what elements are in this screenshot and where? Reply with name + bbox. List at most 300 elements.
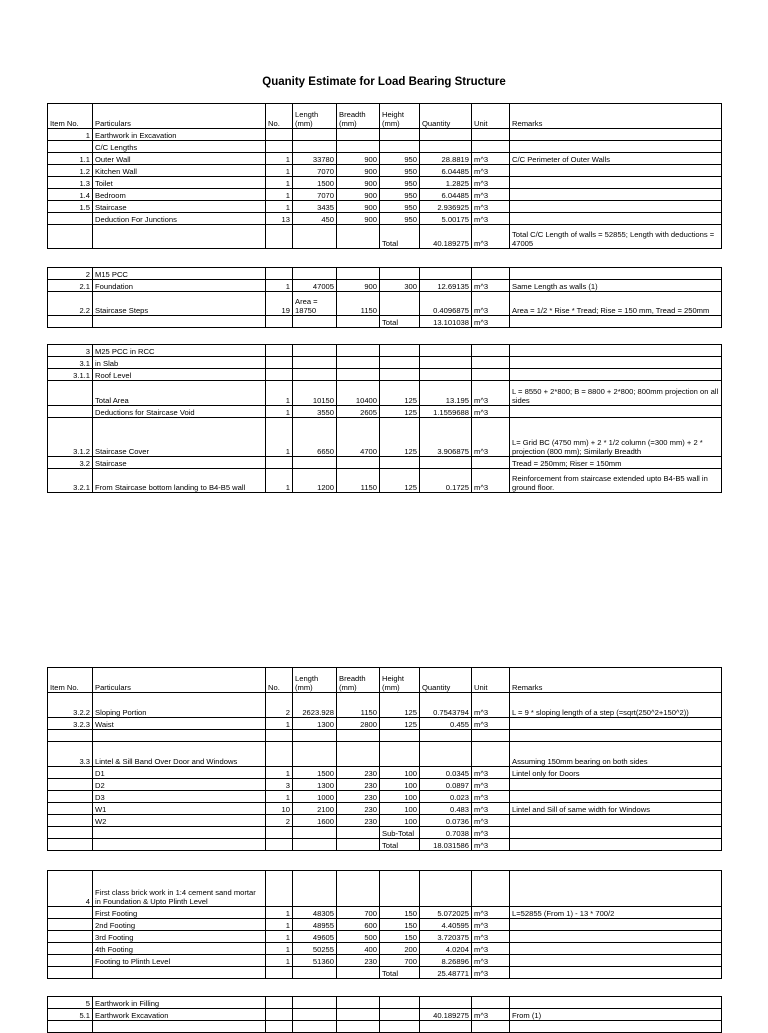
- item-no-cell: 3: [48, 345, 93, 357]
- remarks-cell: [510, 779, 722, 791]
- quantity-cell: 0.4096875: [420, 292, 472, 316]
- estimate-table: [47, 667, 722, 851]
- item-no-cell: [48, 967, 93, 979]
- quantity-cell: 0.0897: [420, 779, 472, 791]
- particulars-cell: Footing to Plinth Level: [93, 955, 266, 967]
- quantity-cell: [420, 997, 472, 1009]
- count-cell: [266, 268, 293, 280]
- breadth-cell: 2605: [337, 406, 380, 418]
- quantity-cell: 0.7543794: [420, 693, 472, 718]
- height-cell: 100: [380, 803, 420, 815]
- quantity-cell: [420, 730, 472, 742]
- quantity-cell: [420, 129, 472, 141]
- item-no-cell: 3.2.1: [48, 469, 93, 493]
- count-cell: 13: [266, 213, 293, 225]
- item-no-cell: 3.1: [48, 357, 93, 369]
- unit-cell: m^3: [472, 955, 510, 967]
- length-cell: 48305: [293, 907, 337, 919]
- estimate-table: [47, 103, 722, 249]
- table-row: [48, 189, 722, 201]
- particulars-cell: [93, 316, 266, 328]
- length-cell: 6650: [293, 418, 337, 457]
- header-breadth-cell: Breadth (mm): [337, 668, 380, 693]
- breadth-cell: [337, 827, 380, 839]
- count-cell: [266, 357, 293, 369]
- remarks-cell: [510, 839, 722, 851]
- count-cell: [266, 967, 293, 979]
- remarks-cell: [510, 955, 722, 967]
- count-cell: 1: [266, 177, 293, 189]
- remarks-cell: Assuming 150mm bearing on both sides: [510, 742, 722, 767]
- breadth-cell: [337, 268, 380, 280]
- length-cell: [293, 345, 337, 357]
- table-row: [48, 955, 722, 967]
- quantity-cell: [420, 369, 472, 381]
- height-cell: [380, 742, 420, 767]
- item-no-cell: [48, 827, 93, 839]
- table-row: [48, 280, 722, 292]
- length-cell: 47005: [293, 280, 337, 292]
- particulars-cell: Bedroom: [93, 189, 266, 201]
- particulars-cell: W2: [93, 815, 266, 827]
- count-cell: 1: [266, 201, 293, 213]
- quantity-cell: 0.0736: [420, 815, 472, 827]
- count-cell: [266, 730, 293, 742]
- breadth-cell: 230: [337, 767, 380, 779]
- height-cell: 950: [380, 213, 420, 225]
- breadth-cell: [337, 129, 380, 141]
- table-row: [48, 469, 722, 493]
- height-cell: 100: [380, 767, 420, 779]
- breadth-cell: 10400: [337, 381, 380, 406]
- header-particulars-cell: Particulars: [93, 668, 266, 693]
- length-cell: 1500: [293, 177, 337, 189]
- remarks-cell: From (1): [510, 1009, 722, 1021]
- height-cell: 125: [380, 381, 420, 406]
- unit-cell: m^3: [472, 693, 510, 718]
- breadth-cell: [337, 967, 380, 979]
- remarks-cell: L = 8550 + 2*800; B = 8800 + 2*800; 800mm projection on all sides: [510, 381, 722, 406]
- unit-cell: m^3: [472, 931, 510, 943]
- remarks-cell: [510, 369, 722, 381]
- table-row: [48, 827, 722, 839]
- unit-cell: m^3: [472, 718, 510, 730]
- unit-cell: m^3: [472, 201, 510, 213]
- length-cell: 2623.928: [293, 693, 337, 718]
- quantity-cell: 12.69135: [420, 280, 472, 292]
- count-cell: 1: [266, 931, 293, 943]
- count-cell: 1: [266, 718, 293, 730]
- quantity-cell: 40.189275: [420, 1009, 472, 1021]
- count-cell: [266, 742, 293, 767]
- header-unit-cell: Unit: [472, 668, 510, 693]
- particulars-cell: [93, 827, 266, 839]
- quantity-cell: 5.00175: [420, 213, 472, 225]
- particulars-cell: Foundation: [93, 280, 266, 292]
- particulars-cell: M25 PCC in RCC: [93, 345, 266, 357]
- table-row: [48, 457, 722, 469]
- breadth-cell: 230: [337, 815, 380, 827]
- table-row: [48, 268, 722, 280]
- length-cell: [293, 1021, 337, 1033]
- item-no-cell: 5: [48, 997, 93, 1009]
- remarks-cell: [510, 129, 722, 141]
- count-cell: [266, 1009, 293, 1021]
- item-no-cell: [48, 381, 93, 406]
- height-cell: 125: [380, 406, 420, 418]
- estimate-table: [47, 870, 722, 979]
- remarks-cell: [510, 201, 722, 213]
- table-row: [48, 967, 722, 979]
- quantity-cell: [420, 871, 472, 907]
- table-row: [48, 779, 722, 791]
- unit-cell: [472, 268, 510, 280]
- item-no-cell: [48, 803, 93, 815]
- breadth-cell: [337, 1009, 380, 1021]
- item-no-cell: 2.1: [48, 280, 93, 292]
- remarks-cell: L=52855 (From 1) - 13 * 700/2: [510, 907, 722, 919]
- unit-cell: m^3: [472, 469, 510, 493]
- breadth-cell: 230: [337, 779, 380, 791]
- particulars-cell: D2: [93, 779, 266, 791]
- remarks-cell: [510, 815, 722, 827]
- unit-cell: m^3: [472, 292, 510, 316]
- breadth-cell: 230: [337, 803, 380, 815]
- quantity-cell: 4.0204: [420, 943, 472, 955]
- table-row: [48, 369, 722, 381]
- item-no-cell: [48, 919, 93, 931]
- breadth-cell: 230: [337, 955, 380, 967]
- breadth-cell: 900: [337, 165, 380, 177]
- item-no-cell: [48, 907, 93, 919]
- height-cell: 125: [380, 469, 420, 493]
- count-cell: 19: [266, 292, 293, 316]
- length-cell: 450: [293, 213, 337, 225]
- count-cell: 1: [266, 767, 293, 779]
- height-cell: Total: [380, 967, 420, 979]
- item-no-cell: 2.2: [48, 292, 93, 316]
- particulars-cell: Toilet: [93, 177, 266, 189]
- particulars-cell: 2nd Footing: [93, 919, 266, 931]
- item-no-cell: [48, 316, 93, 328]
- table-row: [48, 357, 722, 369]
- table-row: [48, 292, 722, 316]
- table-row: [48, 871, 722, 907]
- particulars-cell: Earthwork in Excavation: [93, 129, 266, 141]
- breadth-cell: [337, 742, 380, 767]
- quantity-cell: [420, 141, 472, 153]
- table-row: [48, 718, 722, 730]
- breadth-cell: 600: [337, 919, 380, 931]
- particulars-cell: First class brick work in 1:4 cement sand mortar in Foundation & Upto Plinth Level: [93, 871, 266, 907]
- remarks-cell: Lintel and Sill of same width for Windows: [510, 803, 722, 815]
- breadth-cell: [337, 1021, 380, 1033]
- header-breadth-cell: Breadth (mm): [337, 104, 380, 129]
- count-cell: [266, 827, 293, 839]
- height-cell: 125: [380, 418, 420, 457]
- unit-cell: [472, 141, 510, 153]
- particulars-cell: Kitchen Wall: [93, 165, 266, 177]
- length-cell: 33780: [293, 153, 337, 165]
- quantity-cell: 6.04485: [420, 189, 472, 201]
- height-cell: [380, 292, 420, 316]
- quantity-cell: 25.48771: [420, 967, 472, 979]
- sheet-title: Quanity Estimate for Load Bearing Structure: [262, 76, 506, 88]
- item-no-cell: [48, 955, 93, 967]
- header-quantity-cell: Quantity: [420, 104, 472, 129]
- unit-cell: m^3: [472, 153, 510, 165]
- particulars-cell: [93, 967, 266, 979]
- item-no-cell: [48, 1021, 93, 1033]
- unit-cell: m^3: [472, 943, 510, 955]
- item-no-cell: 4: [48, 871, 93, 907]
- breadth-cell: [337, 839, 380, 851]
- breadth-cell: [337, 369, 380, 381]
- remarks-cell: Lintel only for Doors: [510, 767, 722, 779]
- length-cell: 1000: [293, 791, 337, 803]
- unit-cell: m^3: [472, 213, 510, 225]
- unit-cell: [472, 357, 510, 369]
- breadth-cell: [337, 141, 380, 153]
- remarks-cell: Area = 1/2 * Rise * Tread; Rise = 150 mm, Tread = 250mm: [510, 292, 722, 316]
- table-row: [48, 767, 722, 779]
- item-no-cell: 1.3: [48, 177, 93, 189]
- item-no-cell: 3.1.2: [48, 418, 93, 457]
- table-row: [48, 791, 722, 803]
- particulars-cell: Sloping Portion: [93, 693, 266, 718]
- count-cell: [266, 457, 293, 469]
- table-row: [48, 316, 722, 328]
- breadth-cell: 900: [337, 213, 380, 225]
- height-cell: 125: [380, 693, 420, 718]
- item-no-cell: [48, 141, 93, 153]
- unit-cell: m^3: [472, 406, 510, 418]
- breadth-cell: 230: [337, 791, 380, 803]
- breadth-cell: 1150: [337, 693, 380, 718]
- unit-cell: [472, 871, 510, 907]
- unit-cell: m^3: [472, 839, 510, 851]
- height-cell: 950: [380, 165, 420, 177]
- item-no-cell: 1.5: [48, 201, 93, 213]
- header-remarks-cell: Remarks: [510, 668, 722, 693]
- table-row: [48, 742, 722, 767]
- quantity-cell: [420, 1021, 472, 1033]
- quantity-cell: [420, 357, 472, 369]
- height-cell: [380, 129, 420, 141]
- count-cell: 1: [266, 469, 293, 493]
- particulars-cell: C/C Lengths: [93, 141, 266, 153]
- table-row: [48, 201, 722, 213]
- particulars-cell: [93, 225, 266, 249]
- remarks-cell: [510, 718, 722, 730]
- count-cell: 2: [266, 693, 293, 718]
- table-row: [48, 345, 722, 357]
- count-cell: 1: [266, 280, 293, 292]
- length-cell: 1200: [293, 469, 337, 493]
- length-cell: [293, 997, 337, 1009]
- particulars-cell: Waist: [93, 718, 266, 730]
- unit-cell: m^3: [472, 967, 510, 979]
- remarks-cell: [510, 268, 722, 280]
- breadth-cell: 500: [337, 931, 380, 943]
- breadth-cell: [337, 316, 380, 328]
- remarks-cell: [510, 1021, 722, 1033]
- table-row: [48, 225, 722, 249]
- count-cell: [266, 839, 293, 851]
- remarks-cell: Same Length as walls (1): [510, 280, 722, 292]
- height-cell: 100: [380, 791, 420, 803]
- header-row: [48, 104, 722, 129]
- height-cell: 150: [380, 931, 420, 943]
- table-row: [48, 693, 722, 718]
- particulars-cell: D1: [93, 767, 266, 779]
- table-row: [48, 213, 722, 225]
- header-no-cell: No.: [266, 104, 293, 129]
- height-cell: [380, 141, 420, 153]
- quantity-cell: 0.1725: [420, 469, 472, 493]
- quantity-cell: 1.2825: [420, 177, 472, 189]
- particulars-cell: 4th Footing: [93, 943, 266, 955]
- unit-cell: m^3: [472, 316, 510, 328]
- remarks-cell: [510, 357, 722, 369]
- unit-cell: m^3: [472, 779, 510, 791]
- remarks-cell: [510, 189, 722, 201]
- height-cell: 700: [380, 955, 420, 967]
- item-no-cell: 3.3: [48, 742, 93, 767]
- quantity-cell: 6.04485: [420, 165, 472, 177]
- unit-cell: [472, 345, 510, 357]
- height-cell: [380, 1021, 420, 1033]
- remarks-cell: [510, 871, 722, 907]
- item-no-cell: 5.1: [48, 1009, 93, 1021]
- table-row: [48, 730, 722, 742]
- height-cell: 950: [380, 177, 420, 189]
- count-cell: [266, 225, 293, 249]
- breadth-cell: 900: [337, 201, 380, 213]
- unit-cell: m^3: [472, 907, 510, 919]
- height-cell: 150: [380, 919, 420, 931]
- unit-cell: m^3: [472, 280, 510, 292]
- length-cell: 1600: [293, 815, 337, 827]
- item-no-cell: [48, 839, 93, 851]
- header-remarks-cell: Remarks: [510, 104, 722, 129]
- table-row: [48, 129, 722, 141]
- quantity-cell: 8.26896: [420, 955, 472, 967]
- count-cell: 1: [266, 381, 293, 406]
- header-quantity-cell: Quantity: [420, 668, 472, 693]
- unit-cell: m^3: [472, 827, 510, 839]
- height-cell: [380, 730, 420, 742]
- remarks-cell: Tread = 250mm; Riser = 150mm: [510, 457, 722, 469]
- length-cell: 3435: [293, 201, 337, 213]
- table-row: [48, 907, 722, 919]
- length-cell: [293, 369, 337, 381]
- length-cell: 1300: [293, 779, 337, 791]
- breadth-cell: [337, 457, 380, 469]
- item-no-cell: [48, 225, 93, 249]
- breadth-cell: 900: [337, 189, 380, 201]
- length-cell: 10150: [293, 381, 337, 406]
- unit-cell: m^3: [472, 381, 510, 406]
- item-no-cell: [48, 815, 93, 827]
- count-cell: 1: [266, 791, 293, 803]
- header-length-cell: Length (mm): [293, 668, 337, 693]
- length-cell: [293, 129, 337, 141]
- height-cell: [380, 457, 420, 469]
- height-cell: 100: [380, 779, 420, 791]
- particulars-cell: From Staircase bottom landing to B4-B5 wall: [93, 469, 266, 493]
- breadth-cell: 1150: [337, 292, 380, 316]
- quantity-cell: 3.906875: [420, 418, 472, 457]
- unit-cell: m^3: [472, 791, 510, 803]
- breadth-cell: [337, 345, 380, 357]
- table-row: [48, 418, 722, 457]
- remarks-cell: [510, 997, 722, 1009]
- remarks-cell: [510, 791, 722, 803]
- height-cell: [380, 997, 420, 1009]
- length-cell: [293, 730, 337, 742]
- header-height-cell: Height (mm): [380, 104, 420, 129]
- breadth-cell: [337, 997, 380, 1009]
- table-row: [48, 153, 722, 165]
- count-cell: 1: [266, 189, 293, 201]
- height-cell: [380, 268, 420, 280]
- unit-cell: [472, 730, 510, 742]
- length-cell: 51360: [293, 955, 337, 967]
- height-cell: 100: [380, 815, 420, 827]
- table-row: [48, 141, 722, 153]
- particulars-cell: in Slab: [93, 357, 266, 369]
- remarks-cell: [510, 827, 722, 839]
- quantity-cell: 0.023: [420, 791, 472, 803]
- remarks-cell: L= Grid BC (4750 mm) + 2 * 1/2 column (=300 mm) + 2 * projection (800 mm); Similarly Breadth: [510, 418, 722, 457]
- remarks-cell: [510, 406, 722, 418]
- quantity-cell: [420, 457, 472, 469]
- height-cell: Total: [380, 839, 420, 851]
- breadth-cell: [337, 871, 380, 907]
- item-no-cell: 3.2.2: [48, 693, 93, 718]
- length-cell: [293, 141, 337, 153]
- count-cell: 1: [266, 919, 293, 931]
- height-cell: 150: [380, 907, 420, 919]
- quantity-cell: 5.072025: [420, 907, 472, 919]
- item-no-cell: 3.2: [48, 457, 93, 469]
- quantity-cell: [420, 268, 472, 280]
- table-row: [48, 381, 722, 406]
- unit-cell: [472, 457, 510, 469]
- quantity-cell: 18.031586: [420, 839, 472, 851]
- height-cell: Total: [380, 316, 420, 328]
- height-cell: 950: [380, 201, 420, 213]
- length-cell: 7070: [293, 189, 337, 201]
- item-no-cell: [48, 791, 93, 803]
- remarks-cell: C/C Perimeter of Outer Walls: [510, 153, 722, 165]
- remarks-cell: [510, 345, 722, 357]
- table-row: [48, 839, 722, 851]
- unit-cell: m^3: [472, 767, 510, 779]
- particulars-cell: Roof Level: [93, 369, 266, 381]
- length-cell: [293, 839, 337, 851]
- length-cell: [293, 225, 337, 249]
- particulars-cell: [93, 1021, 266, 1033]
- table-row: [48, 943, 722, 955]
- height-cell: [380, 345, 420, 357]
- quantity-cell: 28.8819: [420, 153, 472, 165]
- remarks-cell: [510, 177, 722, 189]
- item-no-cell: 3.2.3: [48, 718, 93, 730]
- count-cell: 1: [266, 955, 293, 967]
- item-no-cell: 2: [48, 268, 93, 280]
